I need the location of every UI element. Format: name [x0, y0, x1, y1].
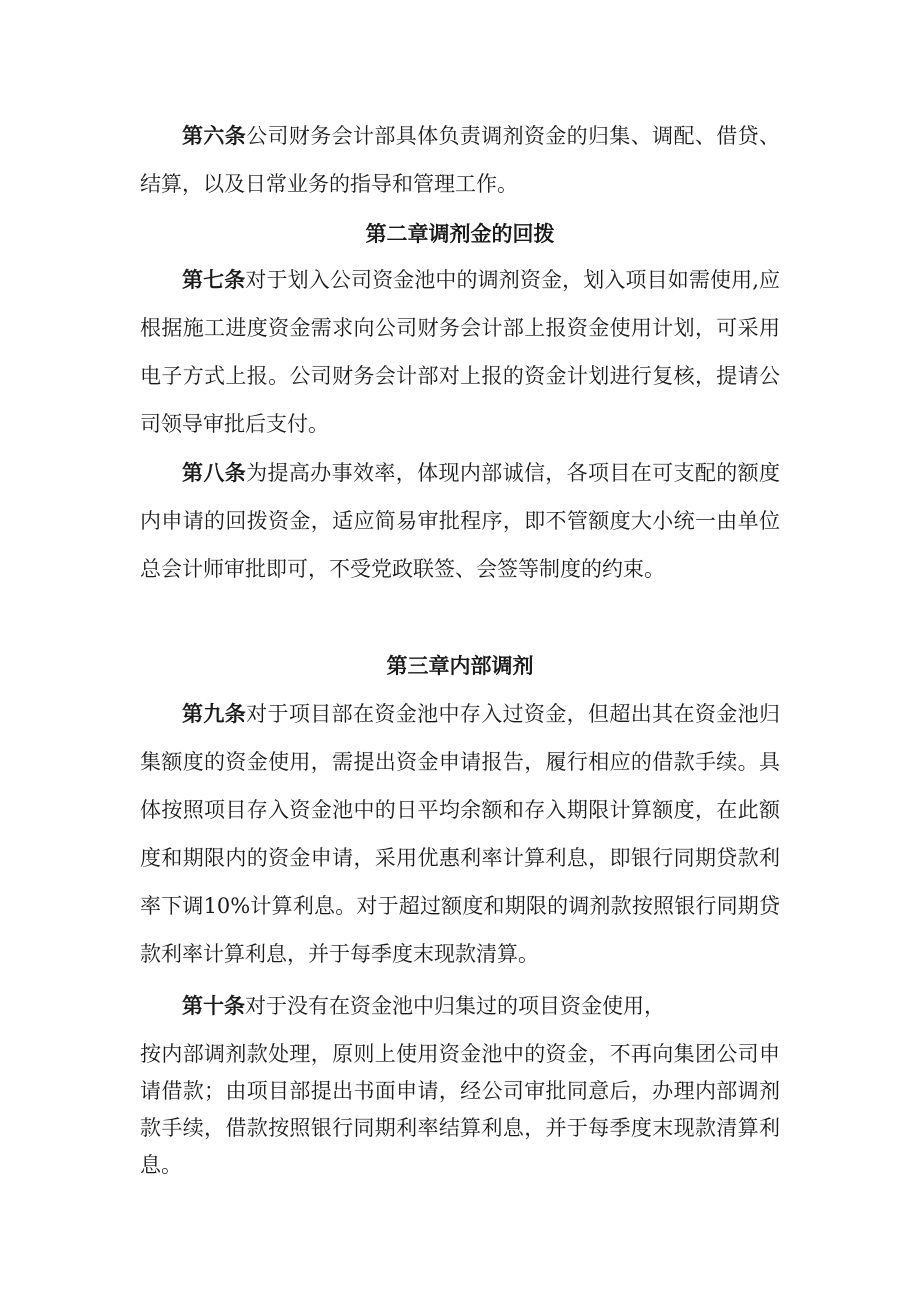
- article-9-text: 对于项目部在资金池中存入过资金，但超出其在资金池归集额度的资金使用，需提出资金申请报告，履行相应的借款手续。具体按照项目存入资金池中的日平均余额和存入期限计算额度，在此额度和期限内的资金申请，采用优惠利率计算利息，即银行同期贷款利率下调10%计算利息。对于超过额度和期限的调剂款按照银行同期贷款利率计算利息，并于每季度末现款清算。: [140, 702, 781, 966]
- article-10: [140, 982, 780, 1030]
- article-9-lead: 第九条: [182, 701, 247, 726]
- article-7-lead: 第七条: [182, 267, 246, 292]
- article-10-continuation: 按内部调剂款处理，原则上使用资金池中的资金，不再向集团公司申请借款；由项目部提出书面申请，经公司审批同意后，办理内部调剂款手续，借款按照银行同期利率结算利息，并于每季度末现款清算利息。: [140, 1042, 780, 1177]
- article-8: [140, 449, 780, 593]
- chapter-3-heading: 第三章内部调剂: [386, 653, 534, 678]
- article-7: [140, 256, 780, 448]
- chapter-2-heading: 第二章调剂金的回拨: [365, 221, 555, 246]
- article-6: [140, 112, 780, 208]
- article-6-text: 公司财务会计部具体负责调剂资金的归集、调配、借贷、结算，以及日常业务的指导和管理工作。: [140, 124, 781, 196]
- article-10-lead: 第十条: [182, 993, 245, 1018]
- article-10-text: 对于没有在资金池中归集过的项目资金使用，: [245, 994, 665, 1018]
- article-9: [140, 690, 780, 978]
- article-8-lead: 第八条: [182, 460, 247, 485]
- article-8-text: 为提高办事效率，体现内部诚信，各项目在可支配的额度内申请的回拨资金，适应简易审批程序，即不管额度大小统一由单位总会计师审批即可，不受党政联签、会签等制度的约束。: [140, 461, 781, 581]
- article-6-lead: 第六条: [182, 123, 247, 148]
- article-7-text: 对于划入公司资金池中的调剂资金，划入项目如需使用,应根据施工进度资金需求向公司财务会计部上报资金使用计划，可采用电子方式上报。公司财务会计部对上报的资金计划进行复核，提请公司领导审批后支付。: [140, 268, 780, 436]
